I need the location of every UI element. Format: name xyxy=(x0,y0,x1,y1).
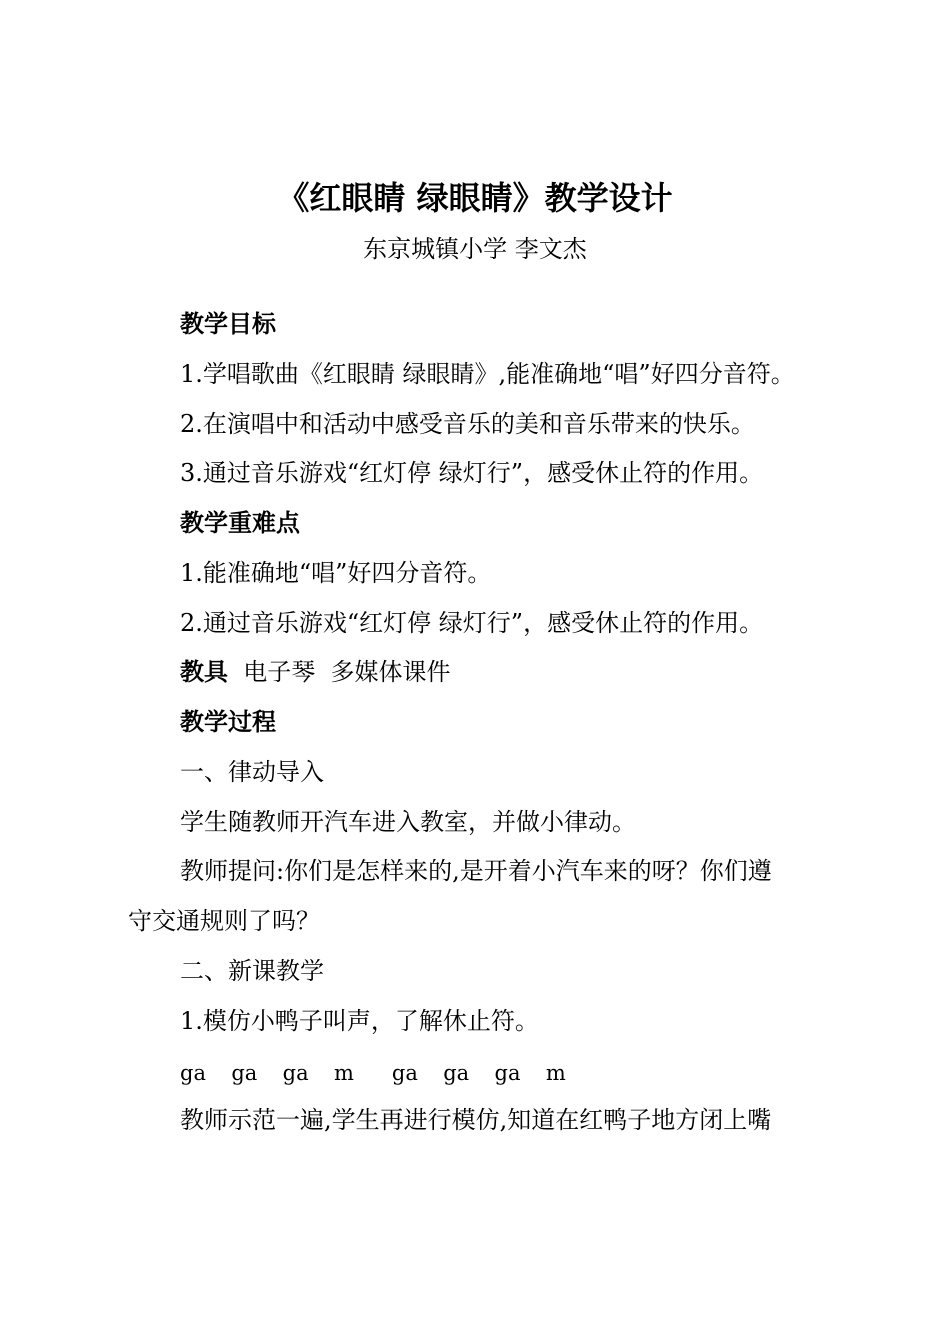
key-point-item-2: 2.通过音乐游戏“红灯停 绿灯行”，感受休止符的作用。 xyxy=(180,609,764,637)
goal-item-2: 2.在演唱中和活动中感受音乐的美和音乐带来的快乐。 xyxy=(180,410,755,438)
goal-item-1: 1.学唱歌曲《红眼睛 绿眼睛》,能准确地“唱”好四分音符。 xyxy=(180,360,795,388)
step-2-text-line-1: 教师示范一遍,学生再进行模仿,知道在红鸭子地方闭上嘴 xyxy=(180,1106,772,1134)
duck-sounds: ga ga ga m ga ga ga m xyxy=(180,1061,566,1085)
process-heading: 教学过程 xyxy=(180,708,276,736)
step-2-item-1: 1.模仿小鸭子叫声，了解休止符。 xyxy=(180,1007,539,1035)
step-2-title: 二、新课教学 xyxy=(180,957,324,985)
author-line: 东京城镇小学 李文杰 xyxy=(363,235,587,263)
tools-line xyxy=(180,653,451,691)
key-point-item-1: 1.能准确地“唱”好四分音符。 xyxy=(180,559,492,587)
tools-label: 教具 xyxy=(180,658,228,686)
document-title: 《红眼睛 绿眼睛》教学设计 xyxy=(277,179,673,217)
step-1-question-line-2: 守交通规则了吗？ xyxy=(128,907,320,935)
step-1-text: 学生随教师开汽车进入教室，并做小律动。 xyxy=(180,808,636,836)
step-1-question-line-1: 教师提问:你们是怎样来的,是开着小汽车来的呀？你们遵 xyxy=(180,857,772,885)
tools-text: 电子琴 多媒体课件 xyxy=(228,658,451,686)
step-1-title: 一、律动导入 xyxy=(180,758,324,786)
key-points-heading: 教学重难点 xyxy=(180,509,300,537)
goal-item-3: 3.通过音乐游戏“红灯停 绿灯行”，感受休止符的作用。 xyxy=(180,459,764,487)
goals-heading: 教学目标 xyxy=(180,310,276,338)
